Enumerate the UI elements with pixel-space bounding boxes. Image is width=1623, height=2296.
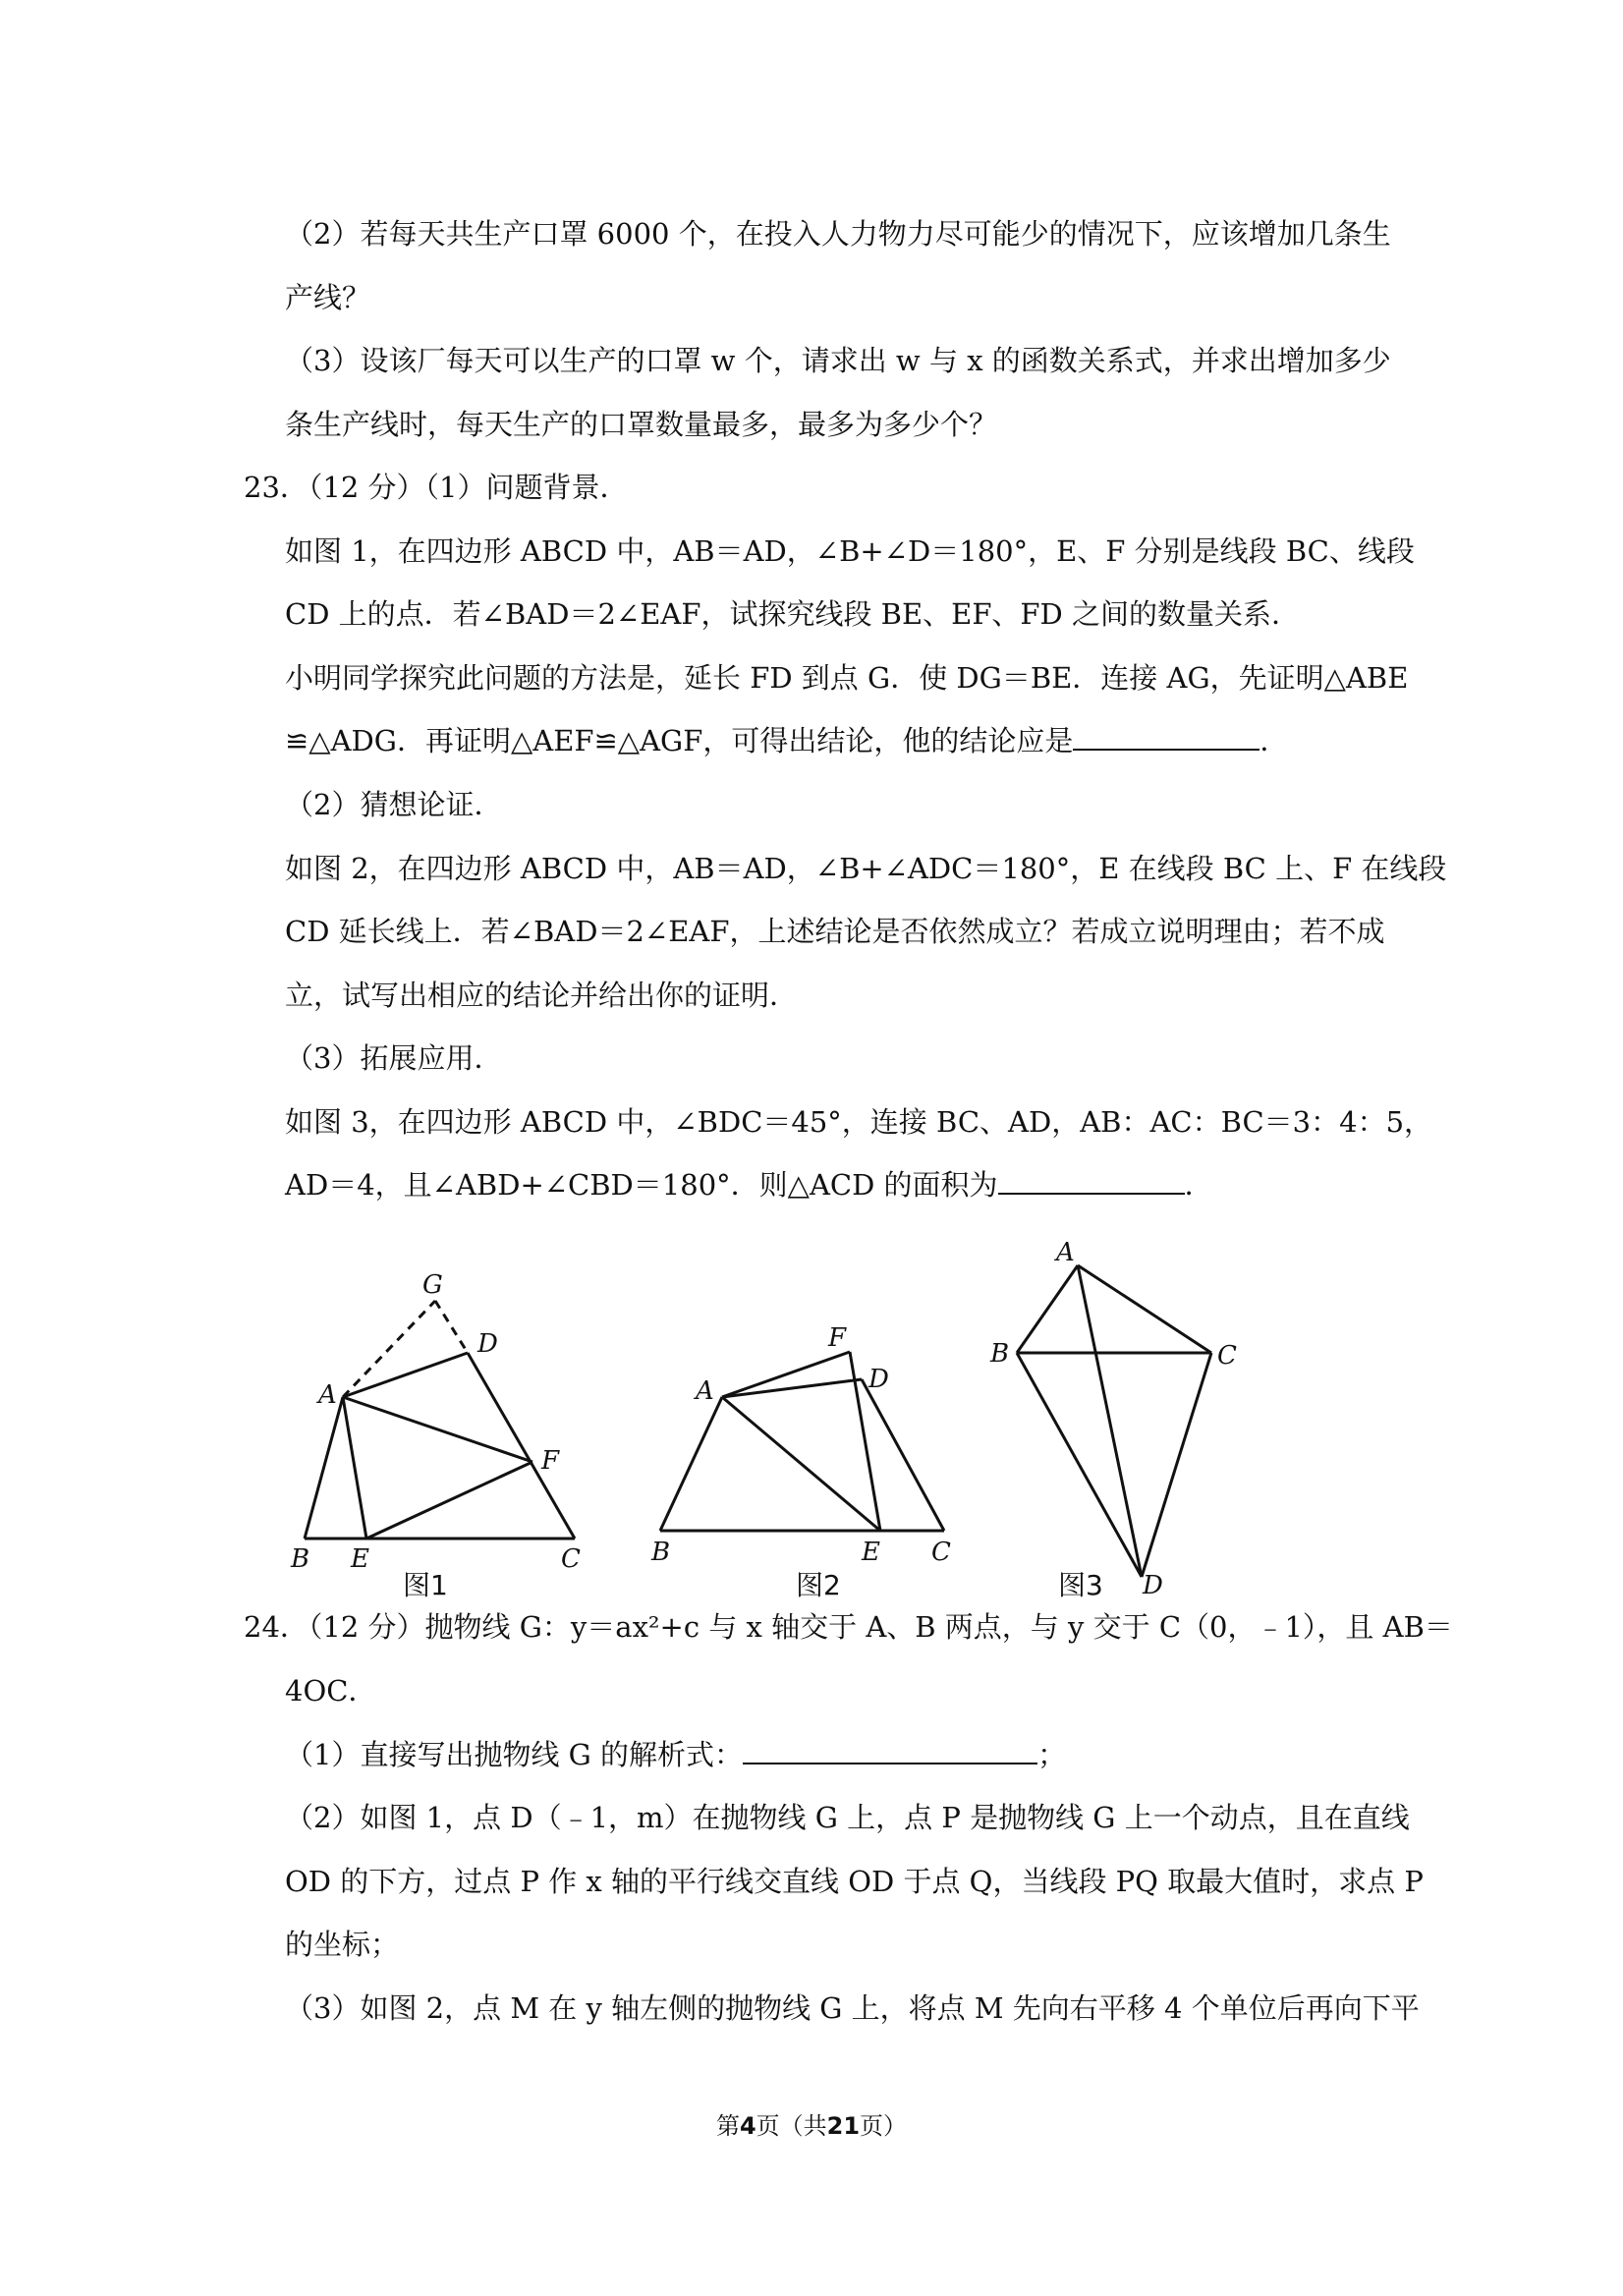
text-line-suffix: ．	[1259, 724, 1289, 757]
fig3-segment-ad	[1078, 1265, 1142, 1577]
text-line-content: （3）如图 2，点 M 在 y 轴左侧的抛物线 G 上，将点 M 先向右平移 4 个单位后再向下平	[285, 1991, 1420, 2025]
fig2-label-a: A	[696, 1376, 714, 1406]
fig1-segment-ad	[343, 1353, 468, 1397]
text-line-content: 4OC．	[285, 1674, 377, 1708]
fig1-label-c: C	[561, 1544, 581, 1574]
fig2-label-e: E	[862, 1538, 880, 1567]
fig3-label-d: D	[1143, 1571, 1163, 1600]
fig1-segment-af	[343, 1397, 532, 1462]
fig1-label-b: B	[291, 1544, 310, 1574]
text-line-content: （1）直接写出抛物线 G 的解析式：	[285, 1738, 744, 1771]
fig3-label-b: B	[990, 1339, 1010, 1369]
fig2-segment-dc	[862, 1379, 944, 1531]
footer-prefix: 第	[715, 2112, 740, 2140]
fig1-segment-ae	[343, 1397, 366, 1539]
fig1-label-a: A	[318, 1380, 337, 1410]
footer-page-number: 4	[739, 2112, 756, 2140]
text-line-content: （2）猜想论证．	[285, 788, 503, 821]
text-line-content: （3）设该厂每天可以生产的口罩 w 个，请求出 w 与 x 的函数关系式，并求出增加多少	[285, 344, 1391, 377]
text-line-content: （2）若每天共生产口罩 6000 个，在投入人力物力尽可能少的情况下，应该增加几条生	[285, 217, 1391, 251]
fig3-segment-ab	[1017, 1265, 1078, 1353]
footer-mid: 页（共	[756, 2112, 827, 2140]
text-line-content: 如图 1，在四边形 ABCD 中，AB＝AD，∠B+∠D＝180°，E、F 分别是线段 BC、线段	[285, 534, 1415, 568]
fig1-label-e: E	[351, 1544, 369, 1574]
page-footer	[0, 2106, 1623, 2141]
figure-3	[1017, 1265, 1211, 1577]
fig3-label-a: A	[1056, 1238, 1075, 1267]
fig1-label-g: G	[422, 1270, 443, 1300]
fig2-segment-ba	[660, 1397, 722, 1531]
text-line-content: OD 的下方，过点 P 作 x 轴的平行线交直线 OD 于点 Q，当线段 PQ 取最大值时，求点 P	[285, 1865, 1424, 1898]
text-line-content: 的坐标；	[285, 1928, 400, 1961]
fig3-segment-ac	[1078, 1265, 1211, 1353]
text-line-content: 小明同学探究此问题的方法是，延长 FD 到点 G．使 DG＝BE．连接 AG，先证明△ABE	[285, 661, 1409, 695]
text-line-content: （3）拓展应用．	[285, 1041, 503, 1075]
text-line-content: CD 延长线上．若∠BAD＝2∠EAF，上述结论是否依然成立？若成立说明理由；若不成	[285, 915, 1385, 948]
fig1-segment-gd	[435, 1301, 468, 1353]
text-line-content: （2）如图 1，点 D（﹣1，m）在抛物线 G 上，点 P 是抛物线 G 上一个动点，且在直线	[285, 1801, 1410, 1834]
fig1-label-f: F	[541, 1446, 560, 1476]
text-line-content: ≌△ADG．再证明△AEF≌△AGF，可得出结论，他的结论应是	[285, 724, 1074, 757]
fig1-segment-ef	[366, 1462, 532, 1539]
footer-total-pages: 21	[826, 2112, 861, 2140]
text-line-content: CD 上的点．若∠BAD＝2∠EAF，试探究线段 BE、EF、FD 之间的数量关系．	[285, 597, 1301, 631]
footer-suffix: 页）	[860, 2112, 908, 2140]
text-line-content: 如图 3，在四边形 ABCD 中，∠BDC＝45°，连接 BC、AD，AB：AC：BC＝3：4：5，	[285, 1105, 1433, 1139]
fig3-caption: 图3	[1058, 1569, 1103, 1601]
fig2-label-f: F	[828, 1323, 847, 1353]
fig2-caption: 图2	[796, 1569, 841, 1601]
fig3-segment-cd	[1142, 1353, 1211, 1577]
text-line-content: 产线？	[285, 281, 371, 314]
text-line-content: AD＝4，且∠ABD+∠CBD＝180°．则△ACD 的面积为	[285, 1168, 998, 1202]
text-line-suffix: ．	[1184, 1168, 1213, 1202]
text-line-content: 如图 2，在四边形 ABCD 中，AB＝AD，∠B+∠ADC＝180°，E 在线段 BC 上、F 在线段	[285, 852, 1447, 885]
text-line-suffix: ；	[1037, 1738, 1067, 1771]
fig2-label-b: B	[651, 1538, 671, 1567]
fig1-segment-ba	[305, 1397, 343, 1539]
text-line-content: 23．（12 分）（1）问题背景．	[244, 471, 629, 504]
text-line-content: 立，试写出相应的结论并给出你的证明．	[285, 979, 799, 1012]
fig2-label-c: C	[931, 1538, 951, 1567]
fig3-label-c: C	[1217, 1341, 1237, 1371]
fig1-label-d: D	[477, 1329, 498, 1359]
text-line-content: 24．（12 分）抛物线 G：y＝ax²+c 与 x 轴交于 A、B 两点，与 y 交于 C（0，﹣1），且 AB＝	[244, 1610, 1453, 1644]
fig1-caption: 图1	[403, 1569, 448, 1601]
fig2-segment-ae	[722, 1397, 880, 1531]
figure-1	[305, 1301, 575, 1539]
fig2-label-d: D	[868, 1365, 889, 1394]
fig3-segment-bd	[1017, 1353, 1142, 1577]
fig1-segment-ag	[343, 1301, 435, 1397]
text-line-content: 条生产线时，每天生产的口罩数量最多，最多为多少个？	[285, 408, 998, 441]
